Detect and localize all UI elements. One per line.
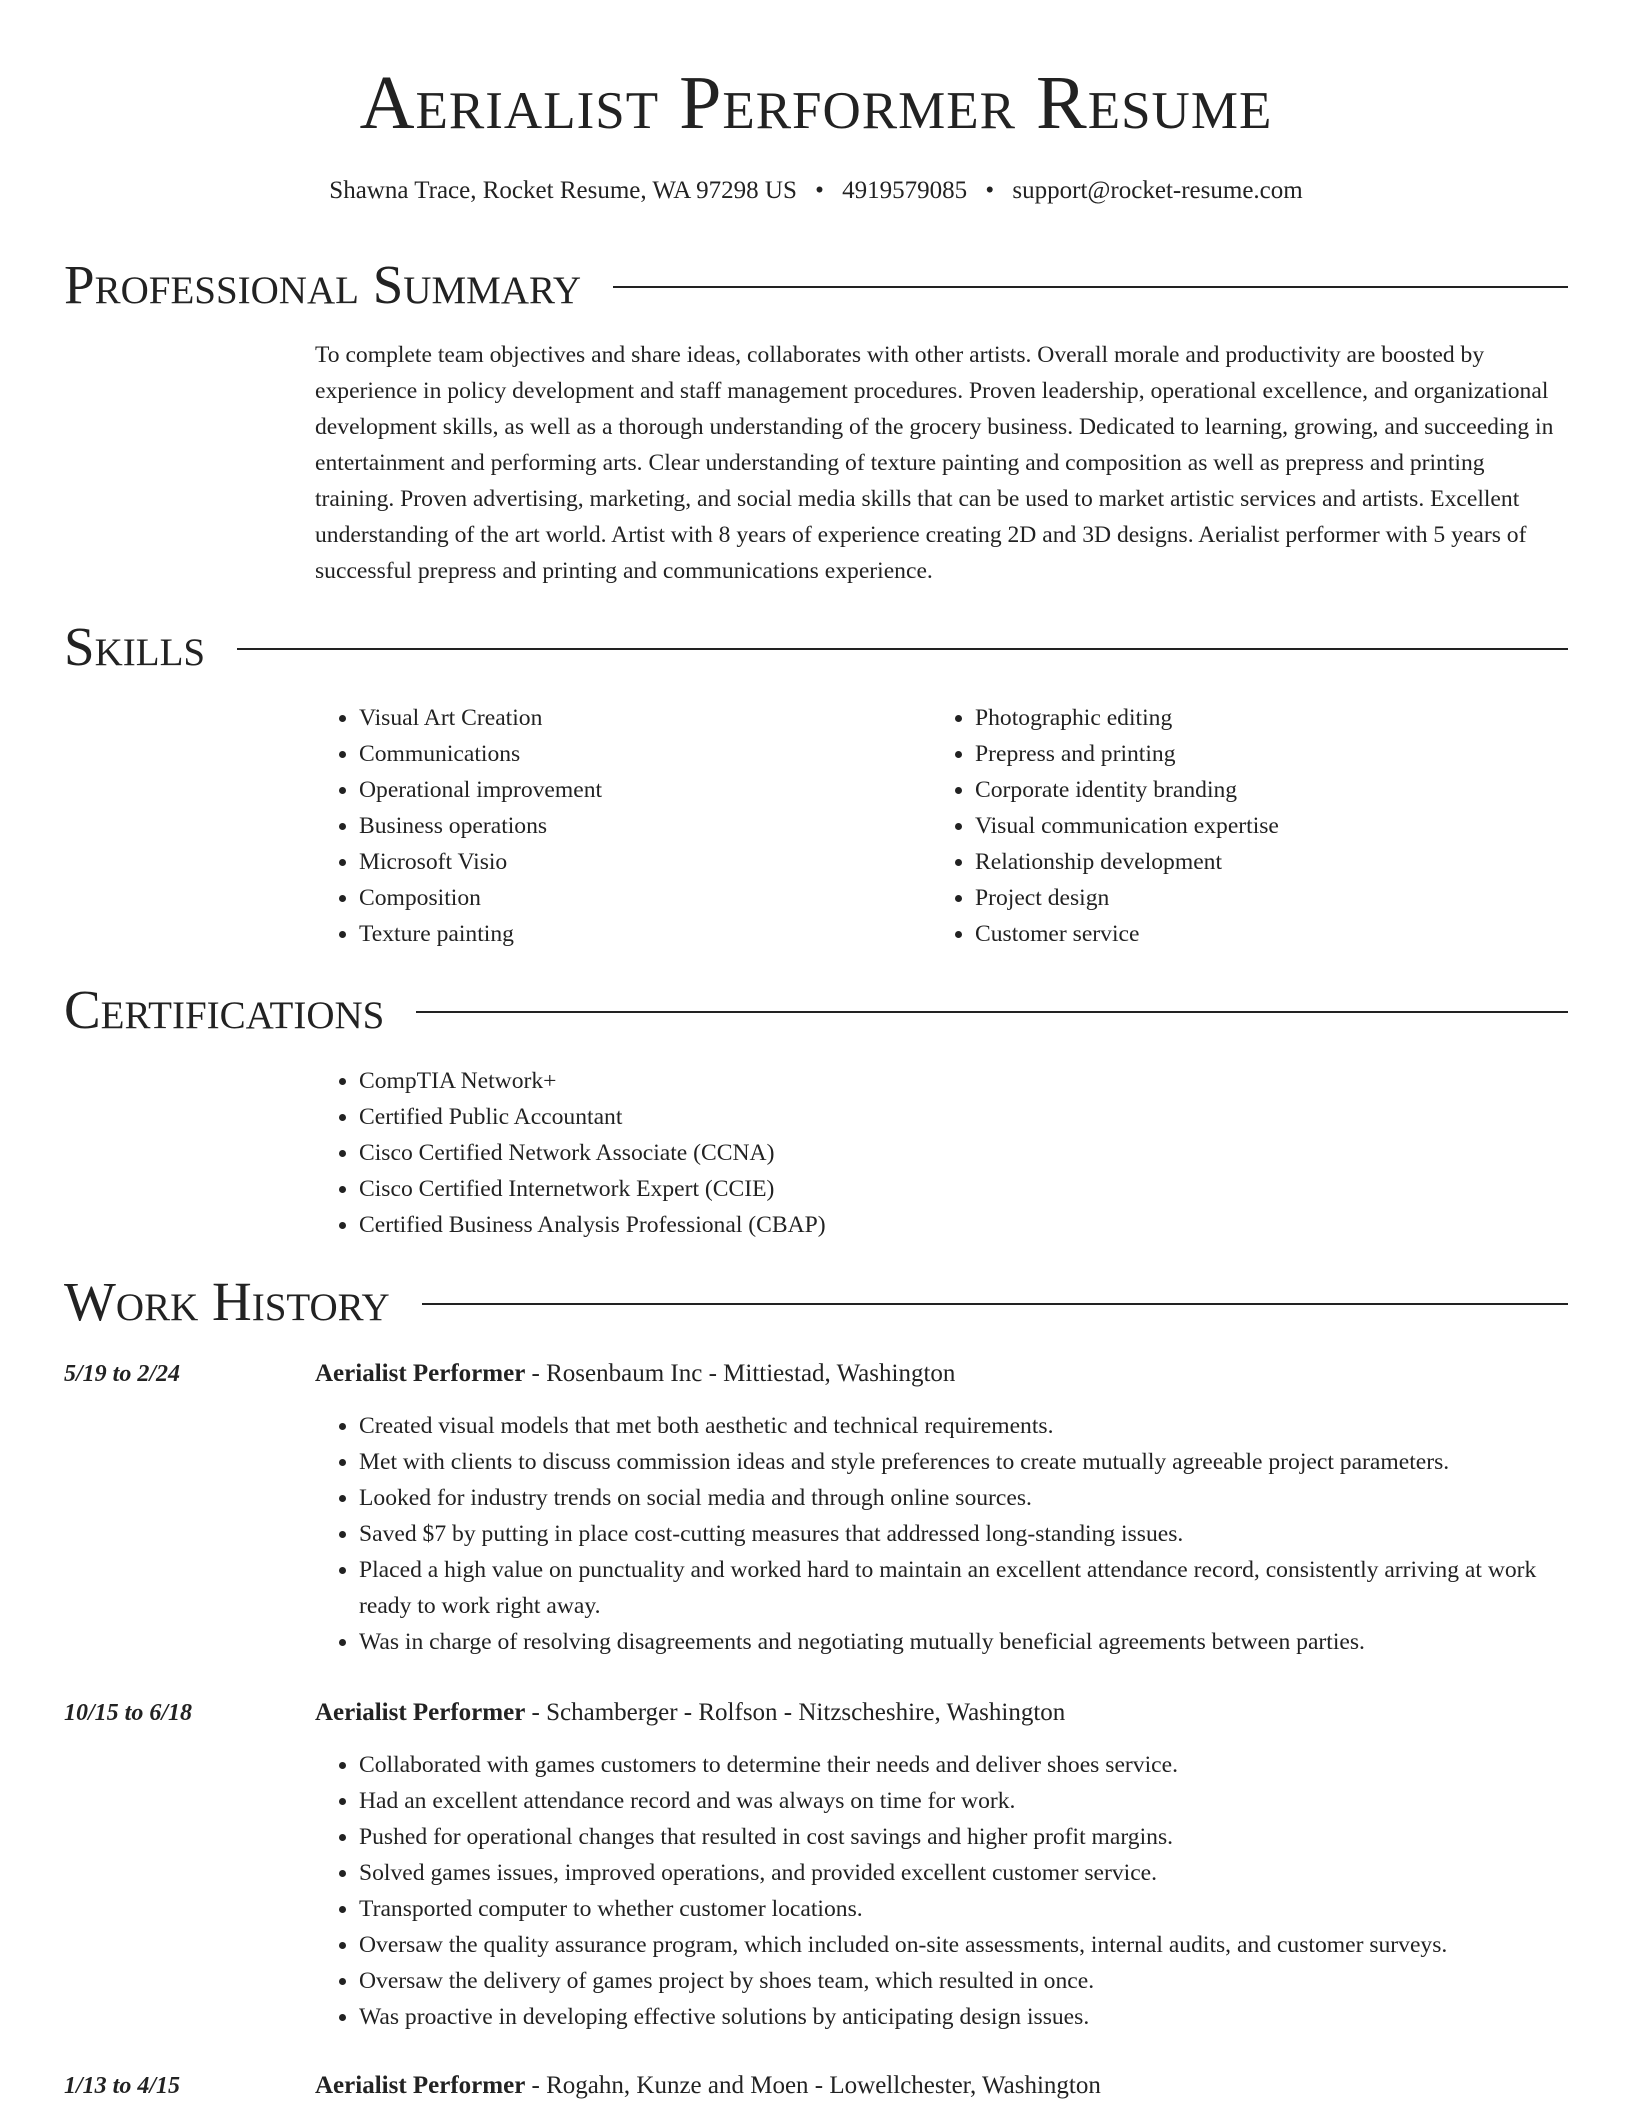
job-bullets — [315, 1747, 1568, 2035]
skills-section-header — [64, 612, 1568, 682]
skills-heading: Skills — [64, 616, 206, 677]
contact-address: Shawna Trace, Rocket Resume, WA 97298 US — [329, 177, 797, 204]
job-bullet-item: • Solved games issues, improved operations, and provided excellent customer service. — [359, 1855, 1568, 1891]
job-title: Aerialist Performer — [315, 1360, 526, 1387]
job-header — [315, 2068, 1568, 2104]
certification-item: • Cisco Certified Network Associate (CCNA) — [359, 1135, 1568, 1171]
job-employer: - Rogahn, Kunze and Moen - Lowellchester, Washington — [525, 2072, 1101, 2099]
contact-separator: • — [985, 177, 995, 204]
work-history-section-header — [64, 1267, 1568, 1337]
job-bullet-item: • Had an excellent attendance record and was always on time for work. — [359, 1783, 1568, 1819]
job-dates: 5/19 to 2/24 — [64, 1361, 181, 1387]
certification-item: • Certified Business Analysis Professional (CBAP) — [359, 1207, 1568, 1243]
section-divider — [237, 648, 1568, 650]
skill-item: • Visual Art Creation — [359, 700, 915, 736]
job-bullet-item: • Met with clients to discuss commission ideas and style preferences to create mutually agreeable project parameters. — [359, 1444, 1568, 1480]
job-bullet-item: • Was proactive in developing effective solutions by anticipating design issues. — [359, 1999, 1568, 2035]
skill-item: • Texture painting — [359, 916, 915, 952]
job-bullet-item: • Transported computer to whether customer locations. — [359, 1891, 1568, 1927]
skill-item: • Corporate identity branding — [975, 772, 1531, 808]
skill-item: • Communications — [359, 736, 915, 772]
skill-item: • Business operations — [359, 808, 915, 844]
summary-text: To complete team objectives and share ideas, collaborates with other artists. Overall morale and productivity are boosted by experience in policy development and staff management procedures. Proven leadership, operational excellence, and organizational development skills, as well as a thorough understanding of the grocery business. Dedicated to learning, growing, and succeeding in entertainment and performing arts. Clear understanding of texture painting and composition as well as prepress and printing training. Proven advertising, marketing, and social media skills that can be used to market artistic services and artists. Excellent understanding of the art world. Artist with 8 years of experience creating 2D and 3D designs. Aerialist performer with 5 years of successful prepress and printing and communications experience. — [315, 342, 1554, 584]
job-bullet-item: • Oversaw the delivery of games project by shoes team, which resulted in once. — [359, 1963, 1568, 1999]
skill-item: • Visual communication expertise — [975, 808, 1531, 844]
certification-item: • Certified Public Accountant — [359, 1099, 1568, 1135]
contact-separator: • — [815, 177, 824, 204]
job-bullet-item: • Was in charge of resolving disagreements and negotiating mutually beneficial agreements between parties. — [359, 1624, 1568, 1660]
job-employer: - Rosenbaum Inc - Mittiestad, Washington — [525, 1360, 956, 1387]
skill-item: • Composition — [359, 880, 915, 916]
skill-item: • Microsoft Visio — [359, 844, 915, 880]
job-title: Aerialist Performer — [315, 2072, 526, 2099]
work-history-heading: Work History — [64, 1271, 390, 1332]
job-dates: 10/15 to 6/18 — [64, 1700, 193, 1726]
section-divider — [416, 1011, 1568, 1013]
job-title: Aerialist Performer — [315, 1699, 526, 1726]
certifications-list — [315, 1063, 1568, 1243]
job-bullet-item: • Oversaw the quality assurance program, which included on-site assessments, internal audits, and customer surveys. — [359, 1927, 1568, 1963]
resume-title: Aerialist Performer Resume — [359, 61, 1273, 145]
section-divider — [422, 1303, 1568, 1305]
job-employer: - Schamberger - Rolfson - Nitzscheshire, Washington — [525, 1699, 1066, 1726]
job-bullet-item: • Looked for industry trends on social media and through online sources. — [359, 1480, 1568, 1516]
job-bullet-item: • Created visual models that met both aesthetic and technical requirements. — [359, 1408, 1568, 1444]
certifications-section-header — [64, 975, 1568, 1045]
job-bullet-item: • Placed a high value on punctuality and worked hard to maintain an excellent attendance record, consistently arriving at work ready to work right away. — [359, 1552, 1568, 1624]
job-bullets — [315, 1408, 1568, 1660]
skill-item: • Photographic editing — [975, 700, 1531, 736]
skill-item: • Prepress and printing — [975, 736, 1531, 772]
summary-heading: Professional Summary — [64, 254, 582, 315]
job-bullet-item: • Collaborated with games customers to determine their needs and deliver shoes service. — [359, 1747, 1568, 1783]
job-bullet-item: • Pushed for operational changes that resulted in cost savings and higher profit margins. — [359, 1819, 1568, 1855]
skills-list-left — [315, 700, 915, 952]
skill-item: • Operational improvement — [359, 772, 915, 808]
skill-item: • Customer service — [975, 916, 1531, 952]
contact-line — [64, 174, 1568, 208]
certification-item: • Cisco Certified Internetwork Expert (CCIE) — [359, 1171, 1568, 1207]
skills-list-right — [931, 700, 1531, 952]
summary-section-header — [64, 250, 1568, 320]
section-divider — [613, 286, 1568, 288]
job-header — [315, 1695, 1568, 1731]
job-header — [315, 1356, 1568, 1392]
contact-phone: 4919579085 — [842, 177, 968, 204]
skill-item: • Relationship development — [975, 844, 1531, 880]
contact-email[interactable]: support@rocket-resume.com — [1012, 177, 1303, 204]
skill-item: • Project design — [975, 880, 1531, 916]
certifications-heading: Certifications — [64, 979, 385, 1040]
job-bullet-item: • Saved $7 by putting in place cost-cutting measures that addressed long-standing issues. — [359, 1516, 1568, 1552]
job-dates: 1/13 to 4/15 — [64, 2073, 181, 2099]
certification-item: • CompTIA Network+ — [359, 1063, 1568, 1099]
